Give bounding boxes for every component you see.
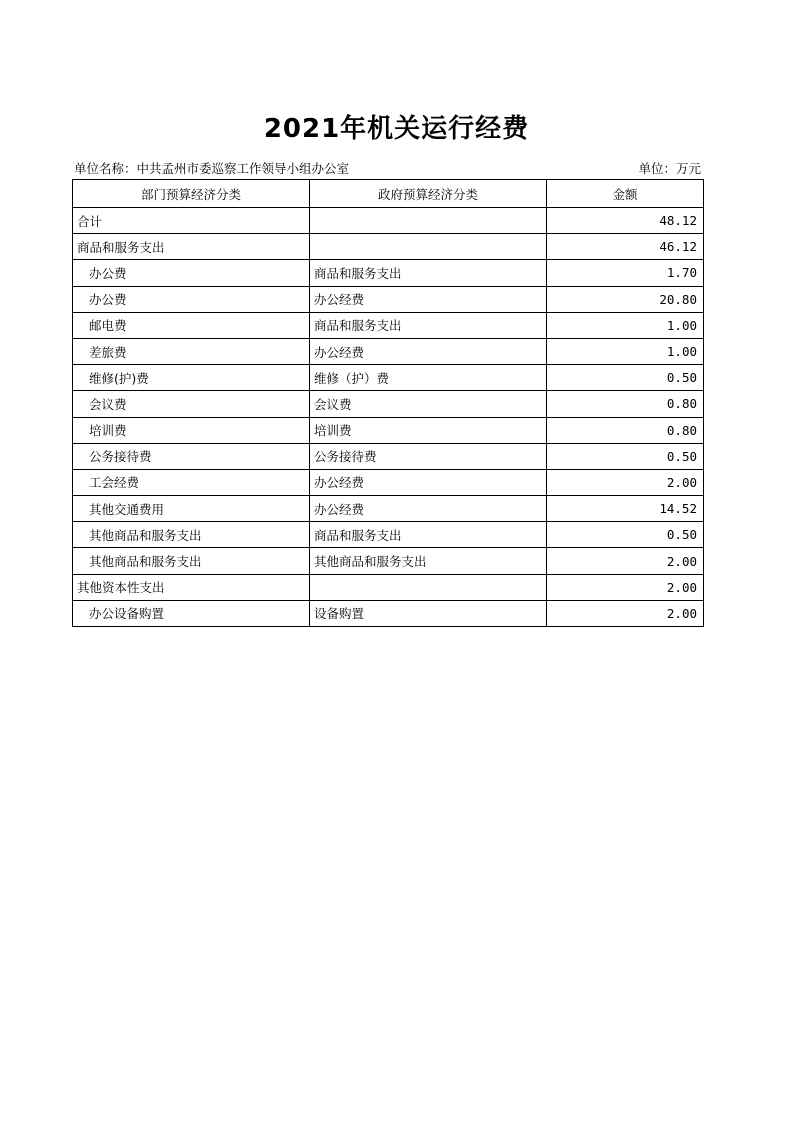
dept-classification-cell: 会议费 bbox=[73, 391, 310, 417]
gov-classification-cell: 设备购置 bbox=[310, 600, 547, 626]
table-row bbox=[73, 574, 704, 600]
gov-classification-cell: 商品和服务支出 bbox=[310, 312, 547, 338]
gov-classification-cell: 培训费 bbox=[310, 417, 547, 443]
header-amount: 金额 bbox=[547, 180, 704, 208]
table-row bbox=[73, 365, 704, 391]
amount-cell: 2.00 bbox=[547, 548, 704, 574]
gov-classification-cell: 会议费 bbox=[310, 391, 547, 417]
dept-classification-cell: 邮电费 bbox=[73, 312, 310, 338]
gov-classification-cell: 办公经费 bbox=[310, 469, 547, 495]
table-body bbox=[73, 208, 704, 627]
table-row bbox=[73, 208, 704, 234]
dept-classification-cell: 差旅费 bbox=[73, 338, 310, 364]
table-row bbox=[73, 234, 704, 260]
gov-classification-cell: 公务接待费 bbox=[310, 443, 547, 469]
gov-classification-cell bbox=[310, 234, 547, 260]
gov-classification-cell: 商品和服务支出 bbox=[310, 260, 547, 286]
dept-classification-cell: 办公费 bbox=[73, 286, 310, 312]
table-header-row bbox=[73, 180, 704, 208]
amount-cell: 1.00 bbox=[547, 312, 704, 338]
table-row bbox=[73, 338, 704, 364]
dept-classification-cell: 其他资本性支出 bbox=[73, 574, 310, 600]
amount-cell: 0.50 bbox=[547, 443, 704, 469]
amount-cell: 0.80 bbox=[547, 391, 704, 417]
table-row bbox=[73, 548, 704, 574]
header-gov-classification: 政府预算经济分类 bbox=[310, 180, 547, 208]
dept-classification-cell: 培训费 bbox=[73, 417, 310, 443]
amount-cell: 1.70 bbox=[547, 260, 704, 286]
table-row bbox=[73, 600, 704, 626]
table-row bbox=[73, 522, 704, 548]
amount-cell: 2.00 bbox=[547, 469, 704, 495]
unit-label: 单位：万元 bbox=[638, 161, 701, 176]
table-row bbox=[73, 496, 704, 522]
dept-classification-cell: 商品和服务支出 bbox=[73, 234, 310, 260]
table-row bbox=[73, 469, 704, 495]
dept-classification-cell: 其他商品和服务支出 bbox=[73, 522, 310, 548]
amount-cell: 1.00 bbox=[547, 338, 704, 364]
dept-classification-cell: 工会经费 bbox=[73, 469, 310, 495]
amount-cell: 14.52 bbox=[547, 496, 704, 522]
gov-classification-cell: 维修（护）费 bbox=[310, 365, 547, 391]
dept-classification-cell: 合计 bbox=[73, 208, 310, 234]
dept-classification-cell: 办公费 bbox=[73, 260, 310, 286]
dept-classification-cell: 公务接待费 bbox=[73, 443, 310, 469]
amount-cell: 0.80 bbox=[547, 417, 704, 443]
page-title: 2021年机关运行经费 bbox=[263, 114, 530, 144]
gov-classification-cell: 办公经费 bbox=[310, 338, 547, 364]
gov-classification-cell bbox=[310, 208, 547, 234]
gov-classification-cell: 其他商品和服务支出 bbox=[310, 548, 547, 574]
gov-classification-cell: 办公经费 bbox=[310, 496, 547, 522]
table-row bbox=[73, 286, 704, 312]
dept-classification-cell: 办公设备购置 bbox=[73, 600, 310, 626]
unit-name-label: 单位名称：中共孟州市委巡察工作领导小组办公室 bbox=[74, 161, 350, 176]
table-row bbox=[73, 312, 704, 338]
table-row bbox=[73, 417, 704, 443]
gov-classification-cell bbox=[310, 574, 547, 600]
amount-cell: 2.00 bbox=[547, 600, 704, 626]
table-row bbox=[73, 443, 704, 469]
gov-classification-cell: 商品和服务支出 bbox=[310, 522, 547, 548]
dept-classification-cell: 其他商品和服务支出 bbox=[73, 548, 310, 574]
amount-cell: 48.12 bbox=[547, 208, 704, 234]
gov-classification-cell: 办公经费 bbox=[310, 286, 547, 312]
amount-cell: 46.12 bbox=[547, 234, 704, 260]
dept-classification-cell: 维修(护)费 bbox=[73, 365, 310, 391]
header-dept-classification: 部门预算经济分类 bbox=[73, 180, 310, 208]
dept-classification-cell: 其他交通费用 bbox=[73, 496, 310, 522]
amount-cell: 2.00 bbox=[547, 574, 704, 600]
amount-cell: 0.50 bbox=[547, 365, 704, 391]
table-row bbox=[73, 391, 704, 417]
table-row bbox=[73, 260, 704, 286]
amount-cell: 0.50 bbox=[547, 522, 704, 548]
expense-table bbox=[72, 179, 704, 627]
amount-cell: 20.80 bbox=[547, 286, 704, 312]
